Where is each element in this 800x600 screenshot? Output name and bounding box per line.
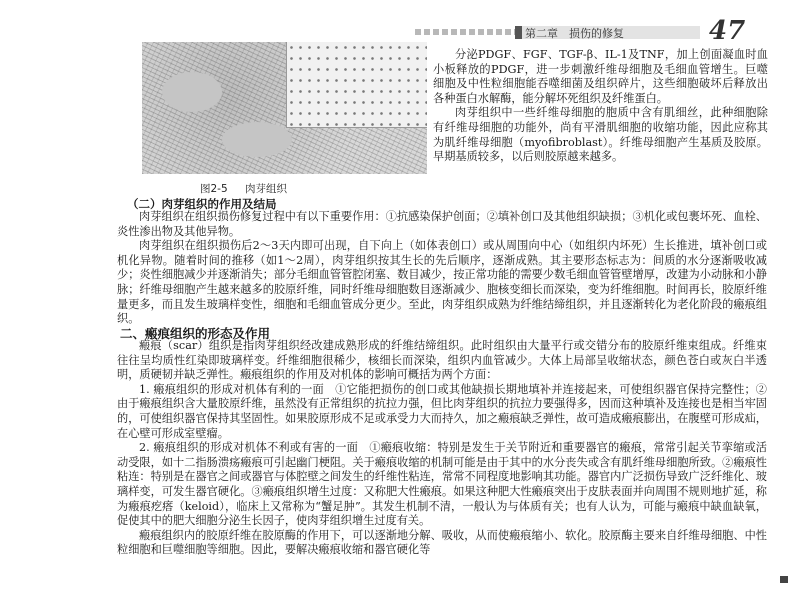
page-corner-mark (780, 576, 788, 583)
paragraph: 肉芽组织在组织损伤后2～3天内即可出现，自下向上（如体表创口）或从周围向中心（如组织内坏死）生长推进，填补创口或机化异物。随着时间的推移（如1～2周），肉芽组织按其生长的先后顺序，逐渐成熟。其主要形态标志为：间质的水分逐渐吸收减少；炎性细胞减少并逐渐消失；部分毛细血管管腔闭塞、数目减少，按正常功能的需要少数毛细血管管壁增厚，改建为小动脉和小静脉；纤维母细胞产生越来越多的胶原纤维，同时纤维母细胞数目逐渐减少、胞核变细长而深染，变为纤维细胞。时间再长，胶原纤维量更多，而且发生玻璃样变性，细胞和毛细血管成分更少。至此，肉芽组织成熟为纤维结缔组织，并且逐渐转化为老化阶段的瘢痕组织。 (117, 239, 767, 326)
micrograph-region (222, 122, 292, 157)
micrograph-inset (286, 42, 427, 128)
paragraph: 瘢痕组织内的胶原纤维在胶原酶的作用下，可以逐渐地分解、吸收，从而使瘢痕缩小、软化。胶原酶主要来自纤维母细胞、中性粒细胞和巨噬细胞等细胞。因此，要解决瘢痕收缩和器官硬化等 (117, 528, 767, 557)
paragraph: 瘢痕（scar）组织是指肉芽组织经改建成熟形成的纤维结缔组织。此时组织由大量平行或交错分布的胶原纤维束组成。纤维束往往呈均质性红染即玻璃样变。纤维细胞很稀少，核细长而深染，组织内血管减少。大体上局部呈收缩状态，颜色苍白或灰白半透明，质硬韧并缺乏弹性。瘢痕组织的作用及对机体的影响可概括为两个方面： (117, 339, 767, 382)
section-1-body (117, 210, 767, 327)
page-number: 47 (709, 16, 746, 46)
paragraph: 1. 瘢痕组织的形成对机体有利的一面 ①它能把损伤的创口或其他缺损长期地填补并连接起来，可使组织器官保持完整性；②由于瘢痕组织含大量胶原纤维，虽然没有正常组织的抗拉力强，但比肉芽组织的抗拉力要强得多，因而这种填补及连接也是相当牢固的，可使组织器官保持其坚固性。如果胶原形成不足或承受力大而持久，加之瘢痕缺乏弹性，故可造成瘢痕膨出，在腹壁可形成疝，在心壁可形成室壁瘤。 (117, 382, 767, 440)
figure-label: 图2-5 (200, 183, 228, 195)
figure-title: 肉芽组织 (245, 183, 287, 195)
section-heading-scar-tissue: 二、瘢痕组织的形态及作用 (120, 326, 271, 341)
figure-caption (200, 181, 287, 196)
micrograph-region (162, 72, 222, 112)
paragraph: 2. 瘢痕组织的形成对机体不利或有害的一面 ①瘢痕收缩：特别是发生于关节附近和重要器官的瘢痕，常常引起关节挛缩或活动受限，如十二指肠溃疡瘢痕可引起幽门梗阻。关于瘢痕收缩的机制可能是由于其中的水分丧失或含有肌纤维母细胞所致。②瘢痕性粘连：特别是在器官之间或器官与体腔壁之间发生的纤维性粘连，常常不同程度地影响其功能。器官内广泛损伤导致广泛纤维化、玻璃样变，可发生器官硬化。③瘢痕组织增生过度：又称肥大性瘢痕。如果这种肥大性瘢痕突出于皮肤表面并向周围不规则地扩延，称为瘢痕疙瘩（keloid），临床上又常称为“蟹足肿”。其发生机制不清，一般认为与体质有关；也有人认为，可能与瘢痕中缺血缺氧，促使其中的肥大细胞分泌生长因子，使肉芽组织增生过度有关。 (117, 441, 767, 528)
chapter-title: 第二章 损伤的修复 (525, 27, 624, 40)
chapter-mark (515, 26, 522, 39)
section-2-body (117, 339, 767, 558)
right-column-text (433, 48, 768, 165)
paragraph: 分泌PDGF、FGF、TGF-β、IL-1及TNF，加上创面凝血时血小板释放的PDGF，进一步刺激纤维母细胞及毛细血管增生。巨噬细胞及中性粒细胞能吞噬细菌及组织碎片，这些细胞破坏后释放出各种蛋白水解酶，能分解坏死组织及纤维蛋白。 (433, 48, 768, 105)
section-heading-granulation-outcome: （二）肉芽组织的作用及结局 (127, 197, 277, 211)
figure-granulation-tissue-micrograph (142, 42, 427, 174)
paragraph: 肉芽组织中一些纤维母细胞的胞质中含有肌细丝，此种细胞除有纤维母细胞的功能外，尚有平滑肌细胞的收缩功能，因此应称其为肌纤维母细胞（myofibroblast）。纤维母细胞产生基质及胶原。早期基质较多，以后则胶原越来越多。 (433, 106, 768, 164)
paragraph: 肉芽组织在组织损伤修复过程中有以下重要作用：①抗感染保护创面；②填补创口及其他组织缺损；③机化或包裹坏死、血栓、炎性渗出物及其他异物。 (117, 210, 767, 238)
header-decoration (415, 29, 515, 35)
